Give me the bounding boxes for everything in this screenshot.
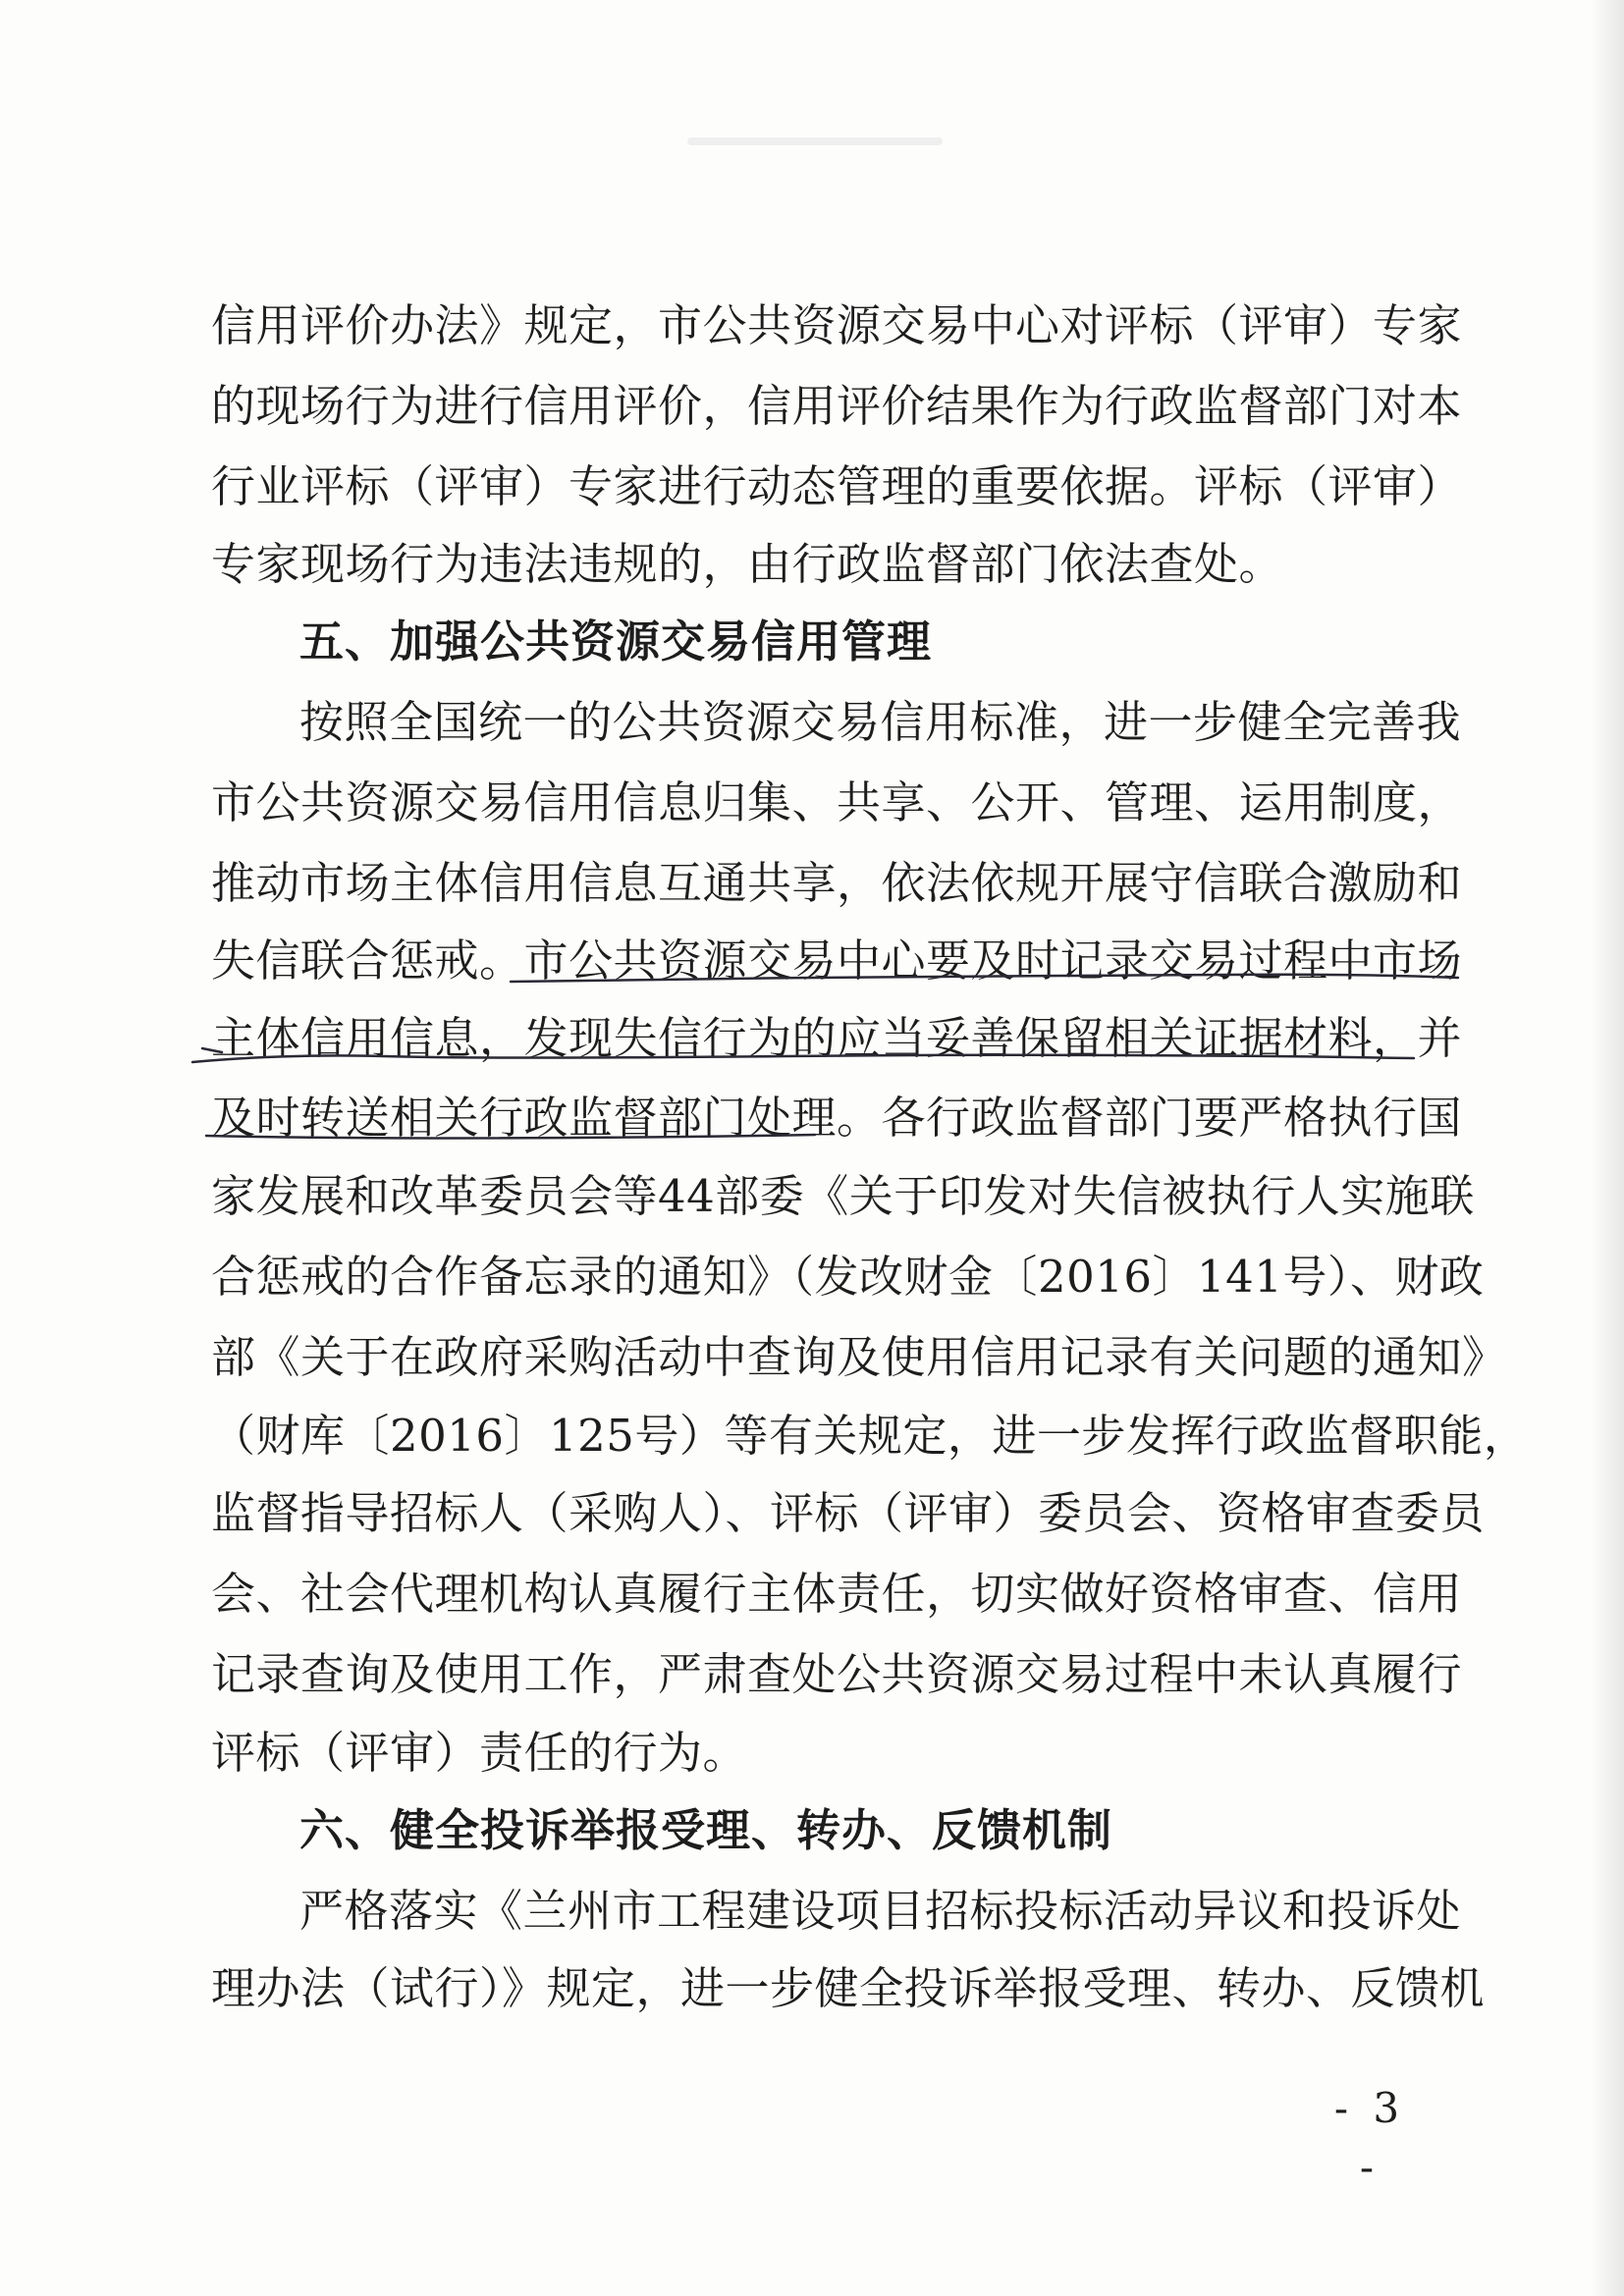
- body-text-line: 部《关于在政府采购活动中查询及使用信用记录有关问题的通知》: [211, 1331, 1507, 1383]
- body-text-line: 会、社会代理机构认真履行主体责任，切实做好资格审查、信用: [211, 1568, 1463, 1620]
- page-number: - 3 -: [1333, 2084, 1406, 2191]
- body-text-line: 评标（评审）责任的行为。: [211, 1727, 748, 1779]
- body-text-line: 的现场行为进行信用评价，信用评价结果作为行政监督部门对本: [211, 380, 1463, 432]
- body-text-line: 及时转送相关行政监督部门处理。各行政监督部门要严格执行国: [211, 1092, 1463, 1144]
- scan-smudge: [687, 137, 943, 145]
- section-heading-6: 六、健全投诉举报受理、转办、反馈机制: [299, 1804, 1113, 1856]
- body-text-line: 合惩戒的合作备忘录的通知》（发改财金〔2016〕141号）、财政: [211, 1251, 1485, 1303]
- body-text-line: 记录查询及使用工作，严肃查处公共资源交易过程中未认真履行: [211, 1648, 1463, 1700]
- body-text-line: 推动市场主体信用信息互通共享，依法依规开展守信联合激励和: [211, 857, 1463, 909]
- body-text-line: 主体信用信息，发现失信行为的应当妥善保留相关证据材料，并: [211, 1012, 1463, 1064]
- body-text-line: 市公共资源交易信用信息归集、共享、公开、管理、运用制度，: [211, 776, 1463, 828]
- body-text-line: 家发展和改革委员会等44部委《关于印发对失信被执行人实施联: [211, 1170, 1475, 1222]
- body-text-line: 信用评价办法》规定，市公共资源交易中心对评标（评审）专家: [211, 299, 1463, 351]
- body-text-line: 按照全国统一的公共资源交易信用标准，进一步健全完善我: [299, 696, 1462, 748]
- body-text-line: 严格落实《兰州市工程建设项目招标投标活动异议和投诉处: [299, 1885, 1462, 1937]
- body-text-line: 理办法（试行）》规定，进一步健全投诉举报受理、转办、反馈机: [211, 1962, 1486, 2014]
- body-text-line: （财库〔2016〕125号）等有关规定，进一步发挥行政监督职能，: [211, 1410, 1529, 1462]
- section-heading-5: 五、加强公共资源交易信用管理: [299, 615, 933, 667]
- scan-edge-shadow: [1591, 0, 1624, 2296]
- body-text-line: 专家现场行为违法违规的，由行政监督部门依法查处。: [211, 538, 1284, 590]
- body-text-line: 失信联合惩戒。市公共资源交易中心要及时记录交易过程中市场: [211, 934, 1463, 987]
- body-text-line: 监督指导招标人（采购人）、评标（评审）委员会、资格审查委员: [211, 1487, 1486, 1539]
- body-text-line: 行业评标（评审）专家进行动态管理的重要依据。评标（评审）: [211, 460, 1463, 512]
